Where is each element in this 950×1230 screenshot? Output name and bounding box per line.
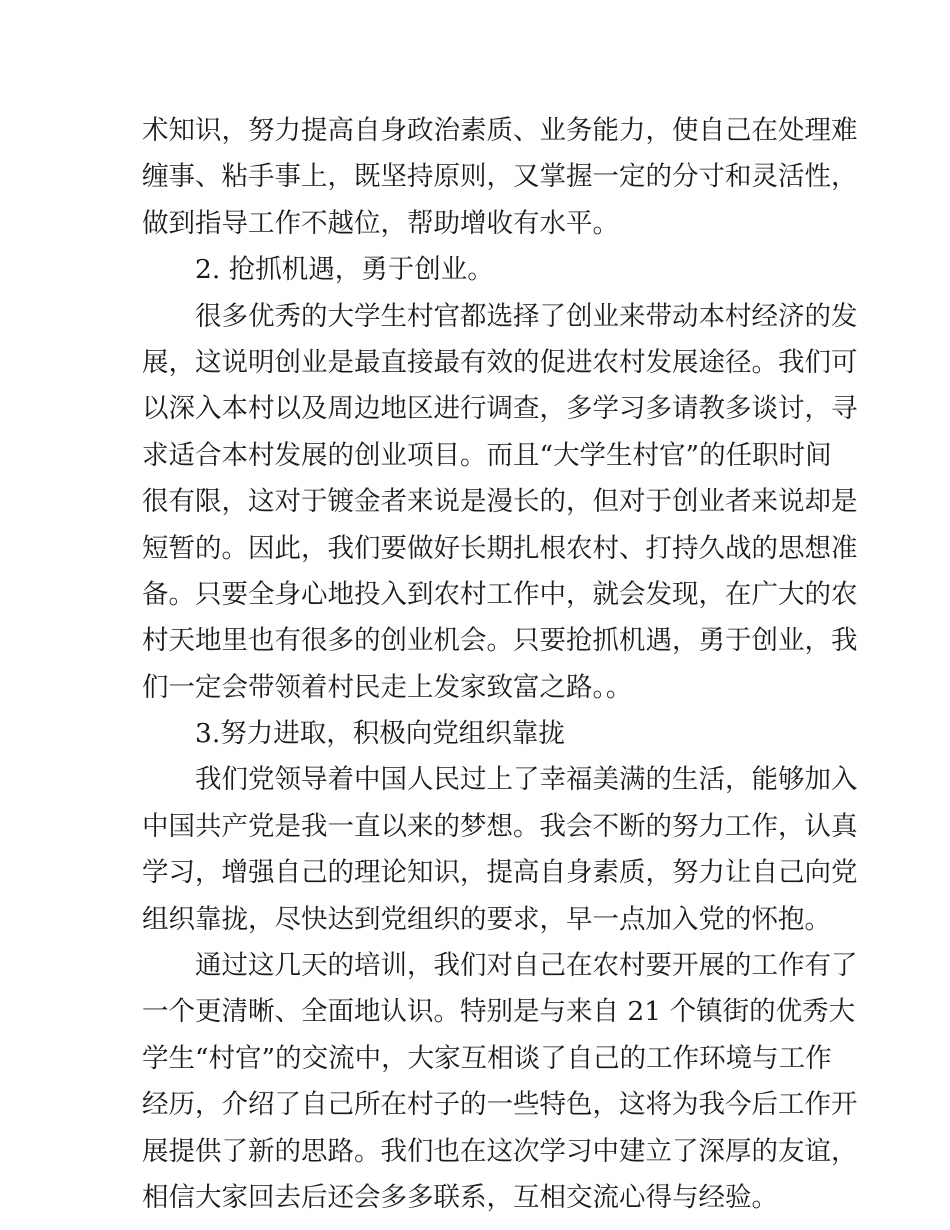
text-line: 展提供了新的思路。我们也在这次学习中建立了深厚的友谊， xyxy=(142,1135,858,1167)
text-line: 们一定会带领着村民走上发家致富之路。。 xyxy=(142,671,633,703)
text-line: 通过这几天的培训，我们对自己在农村要开展的工作有了 xyxy=(195,950,858,982)
text-line: 展，这说明创业是最直接最有效的促进农村发展途径。我们可 xyxy=(142,346,858,378)
text-line: 学习，增强自己的理论知识，提高自身素质，努力让自己向党 xyxy=(142,857,858,889)
text-line: 求适合本村发展的创业项目。而且“大学生村官”的任职时间 xyxy=(142,439,832,471)
text-line: 组织靠拢，尽快达到党组织的要求，早一点加入党的怀抱。 xyxy=(142,903,831,935)
text-line: 缠事、粘手事上，既坚持原则，又掌握一定的分寸和灵活性， xyxy=(142,161,858,193)
text-line: 中国共产党是我一直以来的梦想。我会不断的努力工作，认真 xyxy=(142,810,858,842)
text-line: 一个更清晰、全面地认识。特别是与来自 21 个镇街的优秀大 xyxy=(142,996,856,1028)
text-line: 以深入本村以及周边地区进行调查，多学习多请教多谈讨，寻 xyxy=(142,393,858,425)
document-body xyxy=(142,108,858,1221)
text-line: 相信大家回去后还会多多联系，互相交流心得与经验。 xyxy=(142,1181,778,1213)
text-line: 很有限，这对于镀金者来说是漫长的，但对于创业者来说却是 xyxy=(142,486,858,518)
text-line: 学生“村官”的交流中，大家互相谈了自己的工作环境与工作 xyxy=(142,1042,832,1074)
text-line: 备。只要全身心地投入到农村工作中，就会发现，在广大的农 xyxy=(142,578,858,610)
text-line: 2. 抢抓机遇，勇于创业。 xyxy=(195,254,494,286)
text-line: 经历，介绍了自己所在村子的一些特色，这将为我今后工作开 xyxy=(142,1089,858,1121)
text-line: 短暂的。因此，我们要做好长期扎根农村、打持久战的思想准 xyxy=(142,532,858,564)
text-line: 村天地里也有很多的创业机会。只要抢抓机遇，勇于创业，我 xyxy=(142,625,858,657)
text-line: 做到指导工作不越位，帮助增收有水平。 xyxy=(142,207,619,239)
text-line: 3.努力进取，积极向党组织靠拢 xyxy=(195,718,565,750)
text-line: 我们党领导着中国人民过上了幸福美满的生活，能够加入 xyxy=(195,764,858,796)
text-line: 术知识，努力提高自身政治素质、业务能力，使自己在处理难 xyxy=(142,115,858,146)
text-line: 很多优秀的大学生村官都选择了创业来带动本村经济的发 xyxy=(195,300,858,332)
